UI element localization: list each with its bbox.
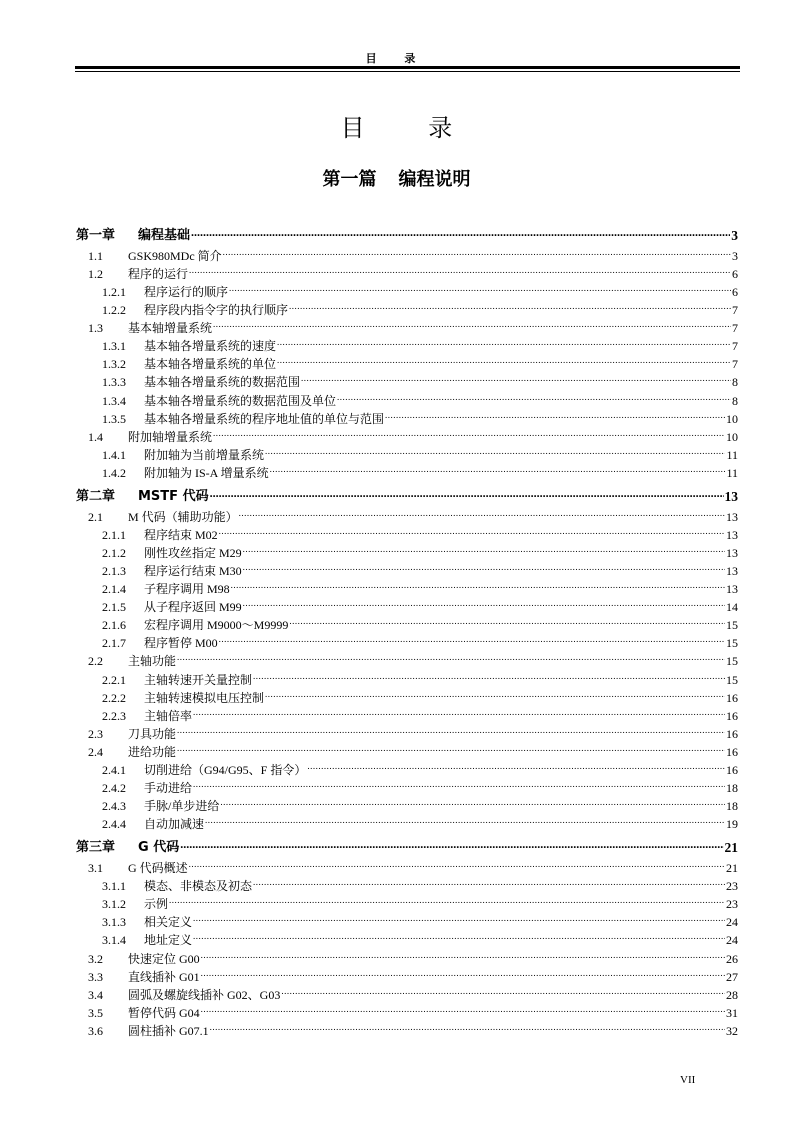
toc-entry-page: 6 (732, 284, 738, 299)
toc-entry-page: 7 (732, 339, 738, 354)
toc-leader-dots (189, 854, 725, 873)
toc-leader-dots (177, 738, 725, 757)
toc-entry-page: 23 (726, 897, 738, 912)
toc-entry-page: 10 (726, 411, 738, 426)
toc-entry-title: 程序运行的顺序 (144, 284, 229, 299)
toc-entry-title: 相关定义 (144, 915, 193, 930)
toc-leader-dots (243, 557, 725, 576)
toc-entry-number: 3.1 (88, 861, 103, 876)
toc-entry-title: 进给功能 (128, 744, 177, 759)
toc-entry-title: 基本轴各增量系统的速度 (144, 339, 277, 354)
toc-entry-number: 第二章 (76, 488, 116, 504)
toc-leader-dots (229, 278, 731, 297)
toc-entry-page: 16 (726, 726, 738, 741)
toc-entry-title: 模态、非模态及初态 (144, 879, 253, 894)
toc-entry-number: 第三章 (76, 839, 116, 855)
toc-leader-dots (213, 314, 731, 333)
toc-entry-title: 快速定位 G00 (128, 951, 200, 966)
toc-entry-page: 13 (726, 582, 738, 597)
toc-entry-number: 1.4.1 (102, 447, 126, 462)
toc-entry-page: 21 (726, 861, 738, 876)
toc-entry-number: 1.2.1 (102, 284, 126, 299)
toc-entry-title: 程序的运行 (128, 266, 189, 281)
toc-entry-number: 1.3.2 (102, 357, 126, 372)
toc-entry-title: 基本轴各增量系统的程序地址值的单位与范围 (144, 411, 385, 426)
toc-entry-title: 程序运行结束 M30 (144, 563, 242, 578)
toc-entry-page: 13 (726, 509, 738, 524)
toc-entry-number: 2.2.1 (102, 672, 126, 687)
toc-entry[interactable] (76, 815, 738, 833)
toc-entry-page: 31 (726, 1005, 738, 1020)
toc-entry-title: 从子程序返回 M99 (144, 600, 242, 615)
toc-entry-page: 11 (726, 447, 738, 462)
toc-entry-number: 2.4.1 (102, 763, 126, 777)
toc-entry-title: G 代码 (138, 839, 180, 855)
toc-leader-dots (191, 221, 730, 243)
part-name: 编程说明 (398, 169, 471, 190)
toc-entry-title: 示例 (144, 897, 169, 912)
toc-entry-page: 10 (726, 429, 738, 444)
toc-entry-page: 18 (726, 781, 738, 796)
toc-entry-page: 16 (726, 744, 738, 759)
toc-entry-number: 2.2.3 (102, 708, 126, 723)
toc-entry-number: 2.1.2 (102, 545, 126, 560)
toc-entry-number: 2.4.3 (102, 799, 126, 814)
toc-entry-page: 13 (726, 563, 738, 578)
toc-leader-dots (193, 926, 725, 945)
toc-leader-dots (189, 260, 731, 279)
toc-leader-dots (231, 575, 725, 594)
toc-entry-page: 6 (732, 266, 738, 281)
toc-leader-dots (281, 981, 725, 1000)
toc-entry-number: 3.1.2 (102, 897, 126, 912)
toc-entry-number: 2.4.4 (102, 817, 126, 832)
toc-entry-number: 3.4 (88, 987, 103, 1002)
toc-leader-dots (277, 332, 731, 351)
toc-entry-page: 13 (724, 488, 738, 504)
toc-entry-page: 7 (732, 321, 738, 336)
toc-entry-page: 13 (726, 527, 738, 542)
toc-entry-number: 1.3 (88, 321, 103, 336)
toc-entry-title: 圆柱插补 G07.1 (128, 1023, 209, 1038)
toc-entry-number: 1.2.2 (102, 303, 126, 318)
toc-leader-dots (243, 593, 725, 612)
header-rule-thick (75, 66, 740, 69)
toc-entry-title: GSK980MDc 简介 (128, 248, 222, 263)
toc-entry-title: 程序段内指令字的执行顺序 (144, 303, 289, 318)
toc-entry-title: 附加轴为 IS-A 增量系统 (144, 465, 269, 480)
toc-leader-dots (253, 666, 725, 685)
toc-entry-page: 3 (731, 227, 738, 243)
toc-entry-page: 16 (726, 763, 738, 777)
toc-entry-number: 1.3.3 (102, 375, 126, 390)
toc-entry-page: 26 (726, 951, 738, 966)
toc-leader-dots (220, 792, 725, 811)
page-number: VII (680, 1074, 696, 1086)
part-title (0, 165, 793, 191)
toc-entry-title: 手脉/单步进给 (144, 799, 220, 814)
toc-entry-page: 27 (726, 969, 738, 984)
toc-entry-number: 1.4 (88, 429, 103, 444)
toc-leader-dots (337, 387, 731, 406)
toc-entry-number: 3.5 (88, 1005, 103, 1020)
toc-leader-dots (265, 441, 725, 460)
toc-entry-title: 基本轴各增量系统的数据范围及单位 (144, 393, 337, 408)
toc-entry-number: 2.1.6 (102, 618, 126, 633)
toc-leader-dots (180, 833, 723, 855)
toc-entry-page: 15 (726, 636, 738, 651)
toc-leader-dots (253, 872, 725, 891)
toc-entry-page: 14 (726, 600, 738, 615)
toc-entry-title: 刀具功能 (128, 726, 177, 741)
toc-entry-title: 基本轴各增量系统的数据范围 (144, 375, 301, 390)
toc-entry-number: 3.1.4 (102, 933, 126, 948)
toc-entry-title: 切削进给（G94/G95、F 指令） (144, 763, 307, 777)
toc-entry-title: MSTF 代码 (138, 488, 209, 504)
toc-leader-dots (201, 999, 725, 1018)
toc-entry-page: 15 (726, 672, 738, 687)
toc-leader-dots (265, 684, 725, 703)
toc-leader-dots (177, 647, 725, 666)
toc-entry-title: 主轴转速模拟电压控制 (144, 690, 265, 705)
toc-entry-title: 地址定义 (144, 933, 193, 948)
toc-entry-title: 主轴功能 (128, 654, 177, 669)
toc-leader-dots (193, 908, 725, 927)
toc-leader-dots (193, 702, 725, 721)
toc-entry-page: 7 (732, 303, 738, 318)
toc-entry-page: 32 (726, 1023, 738, 1038)
toc-entry-title: 暂停代码 G04 (128, 1005, 200, 1020)
toc-entry-number: 1.3.1 (102, 339, 126, 354)
toc-entry-page: 28 (726, 987, 738, 1002)
toc-leader-dots (270, 459, 726, 478)
toc-leader-dots (177, 720, 725, 739)
toc-entry-number: 1.3.4 (102, 393, 126, 408)
toc-entry-title: 基本轴各增量系统的单位 (144, 357, 277, 372)
toc-entry-page: 3 (732, 248, 738, 263)
toc-entry-number: 3.3 (88, 969, 103, 984)
toc-entry-number: 3.1.1 (102, 879, 126, 894)
toc-leader-dots (289, 611, 725, 630)
toc-entry-number: 2.2.2 (102, 690, 126, 705)
toc-entry-title: 附加轴为当前增量系统 (144, 447, 265, 462)
toc-entry-number: 1.4.2 (102, 465, 126, 480)
toc-leader-dots (193, 774, 725, 793)
table-of-contents (76, 221, 738, 1040)
toc-entry-number: 1.1 (88, 248, 103, 263)
running-header: 目 录 (365, 52, 428, 65)
toc-entry-title: 附加轴增量系统 (128, 429, 213, 444)
toc-entry-page: 24 (726, 915, 738, 930)
toc-entry-page: 11 (726, 465, 738, 480)
toc-entry-page: 24 (726, 933, 738, 948)
toc-leader-dots (213, 423, 725, 442)
header-rule-thin (75, 71, 740, 72)
toc-leader-dots (307, 756, 725, 775)
toc-entry-page: 23 (726, 879, 738, 894)
toc-leader-dots (243, 539, 725, 558)
toc-leader-dots (289, 296, 731, 315)
toc-entry-number: 3.1.3 (102, 915, 126, 930)
toc-entry-page: 16 (726, 690, 738, 705)
toc-entry-title: 程序结束 M02 (144, 527, 218, 542)
toc-entry-page: 18 (726, 799, 738, 814)
toc-leader-dots (219, 629, 725, 648)
toc-entry-number: 2.1.7 (102, 636, 126, 651)
toc-entry-number: 2.1.3 (102, 563, 126, 578)
toc-entry-title: 基本轴增量系统 (128, 321, 213, 336)
toc-entry-number: 2.1 (88, 509, 103, 524)
toc-entry-title: 手动进给 (144, 781, 193, 796)
toc-entry[interactable] (76, 464, 738, 482)
toc-leader-dots (301, 368, 731, 387)
toc-entry-page: 21 (724, 839, 738, 855)
toc-entry-number: 2.4 (88, 744, 103, 759)
toc-leader-dots (223, 242, 731, 261)
toc-entry-number: 2.1.5 (102, 600, 126, 615)
toc-leader-dots (201, 963, 725, 982)
toc-entry-number: 2.1.4 (102, 582, 126, 597)
toc-leader-dots (219, 521, 725, 540)
toc-entry-page: 19 (726, 817, 738, 832)
toc-entry-page: 16 (726, 708, 738, 723)
toc-entry-number: 第一章 (76, 227, 116, 243)
toc-entry-title: M 代码（辅助功能） (128, 509, 238, 524)
toc-entry-page: 15 (726, 618, 738, 633)
toc-entry-title: 子程序调用 M98 (144, 582, 230, 597)
toc-leader-dots (205, 810, 725, 829)
toc-entry-title: 主轴倍率 (144, 708, 193, 723)
toc-entry[interactable] (76, 1022, 738, 1040)
toc-leader-dots (210, 1017, 725, 1036)
toc-entry-page: 8 (732, 375, 738, 390)
toc-entry-number: 2.1.1 (102, 527, 126, 542)
toc-leader-dots (210, 482, 724, 504)
toc-entry-title: 宏程序调用 M9000～M9999 (144, 618, 289, 633)
document-title: 目 录 (340, 114, 481, 142)
toc-entry-number: 1.3.5 (102, 411, 126, 426)
toc-leader-dots (169, 890, 725, 909)
toc-entry-page: 8 (732, 393, 738, 408)
toc-entry-title: 程序暂停 M00 (144, 636, 218, 651)
toc-entry-number: 2.2 (88, 654, 103, 669)
toc-entry-number: 3.6 (88, 1023, 103, 1038)
toc-leader-dots (201, 945, 725, 964)
toc-leader-dots (385, 405, 725, 424)
toc-entry-title: 编程基础 (138, 227, 191, 243)
toc-entry-title: 自动加减速 (144, 817, 205, 832)
toc-entry-page: 13 (726, 545, 738, 560)
toc-entry-title: 主轴转速开关量控制 (144, 672, 253, 687)
toc-entry-page: 7 (732, 357, 738, 372)
toc-entry-number: 2.3 (88, 726, 103, 741)
toc-entry-title: 直线插补 G01 (128, 969, 200, 984)
toc-entry-title: 圆弧及螺旋线插补 G02、G03 (128, 987, 281, 1002)
toc-leader-dots (239, 503, 725, 522)
toc-entry-number: 2.4.2 (102, 781, 126, 796)
toc-leader-dots (277, 350, 731, 369)
toc-entry-title: 刚性攻丝指定 M29 (144, 545, 242, 560)
toc-entry-page: 15 (726, 654, 738, 669)
toc-entry-title: G 代码概述 (128, 861, 188, 876)
toc-entry-number: 1.2 (88, 266, 103, 281)
toc-entry-number: 3.2 (88, 951, 103, 966)
part-label: 第一篇 (322, 169, 377, 190)
